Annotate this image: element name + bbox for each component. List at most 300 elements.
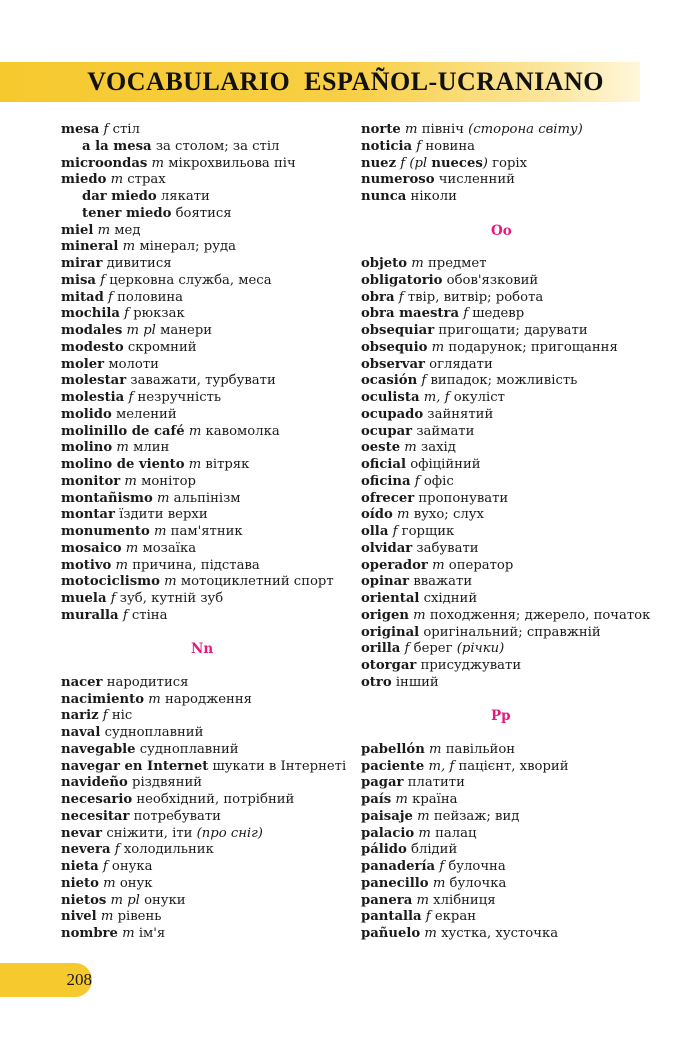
translation: мотоциклетний спорт (180, 574, 334, 590)
headword: nevar (61, 825, 103, 841)
translation: подарунок; пригощання (448, 339, 618, 355)
dictionary-entry (61, 239, 351, 256)
grammar-label: f (103, 122, 109, 137)
translation: ім'я (138, 926, 166, 941)
translation: вітряк (205, 457, 250, 472)
dictionary-entry (361, 524, 661, 541)
dictionary-entry (361, 156, 661, 173)
headword: opinar (361, 574, 410, 590)
grammar-label: m (428, 741, 442, 757)
dictionary-entry (361, 273, 661, 290)
grammar-label: m (116, 440, 129, 456)
dictionary-entry (361, 172, 661, 189)
dictionary-entry (61, 474, 351, 491)
translation: судноплавний (104, 725, 204, 740)
page-title: VOCABULARIO ESPAÑOL-UCRANIANO (87, 67, 604, 96)
headword: navideño (61, 775, 128, 791)
translation: пейзаж; вид (433, 808, 520, 824)
headword: oculista (361, 390, 420, 405)
headword: olla (361, 524, 389, 539)
translation: стіл (112, 122, 140, 137)
translation: боятися (175, 205, 232, 221)
translation: скромний (127, 339, 197, 355)
headword: necesitar (61, 808, 130, 824)
translation: пацієнт, хворий (458, 758, 569, 774)
headword: monumento (61, 524, 150, 539)
translation: східний (423, 591, 478, 606)
grammar-label: f (108, 289, 113, 305)
headword: paisaje (361, 808, 413, 824)
dictionary-entry (61, 507, 351, 524)
spacer (361, 692, 661, 709)
dictionary-entry (61, 223, 351, 240)
grammar-label: m (417, 808, 430, 824)
headword: oficina (361, 473, 411, 489)
dictionary-entry (361, 457, 661, 474)
translation: пам'ятник (170, 524, 243, 539)
dictionary-entry (61, 323, 351, 340)
grammar-label: m (153, 524, 167, 539)
translation: альпінізм (173, 490, 241, 506)
dictionary-entry (61, 407, 351, 424)
dictionary-entry (61, 156, 351, 173)
grammar-label: m (416, 892, 429, 908)
headword: nevera (61, 842, 111, 858)
translation: обов'язковий (446, 272, 539, 288)
headword: obsequio (361, 339, 428, 355)
dictionary-entry (61, 775, 351, 792)
dictionary-entry (61, 172, 351, 189)
headword: muela (61, 591, 107, 606)
translation: хлібниця (433, 892, 496, 908)
translation: вухо; слух (413, 507, 484, 523)
dictionary-entry (361, 893, 661, 910)
dictionary-entry (361, 759, 661, 776)
translation: булочна (448, 859, 506, 874)
grammar-label: m (397, 507, 410, 523)
grammar-label: m (395, 792, 408, 807)
grammar-label: f (398, 289, 404, 305)
dictionary-entry (361, 491, 661, 508)
dictionary-entry (61, 759, 351, 776)
dictionary-entry (61, 591, 351, 608)
headword: montar (61, 507, 115, 523)
section-letter-heading: Oo (491, 222, 512, 239)
headword: nunca (361, 189, 407, 204)
dictionary-entry (61, 926, 351, 943)
grammar-label: f (421, 373, 427, 389)
headword: monitor (61, 473, 121, 489)
translation: стіна (131, 607, 168, 623)
headword: mitad (61, 289, 104, 305)
dictionary-entry (361, 876, 661, 893)
grammar-label: m (424, 926, 437, 941)
translation: вважати (413, 574, 473, 590)
dictionary-entry (361, 574, 661, 591)
right-column (361, 122, 661, 943)
grammar-label: f (392, 524, 398, 539)
headword: noticia (361, 138, 413, 154)
dictionary-entry (61, 859, 351, 876)
headword: naval (61, 725, 101, 740)
headword: mesa (61, 122, 100, 137)
grammar-label: f (102, 708, 108, 724)
headword: paciente (361, 758, 425, 774)
translation: кавомолка (205, 423, 280, 439)
dictionary-entry (361, 507, 661, 524)
dictionary-entry (61, 290, 351, 307)
headword: obra maestra (361, 306, 459, 322)
headword: panadería (361, 859, 436, 874)
dictionary-entry (61, 390, 351, 407)
dictionary-entry (361, 742, 661, 759)
headword: norte (361, 122, 401, 137)
dictionary-entry (361, 323, 661, 340)
translation: павільйон (445, 741, 516, 757)
translation: булочка (449, 875, 507, 891)
headword: olvidar (361, 540, 413, 556)
grammar-label: m (100, 909, 114, 925)
headword: nieto (61, 875, 99, 891)
spacer (361, 206, 661, 223)
grammar-label: m pl (110, 892, 140, 908)
dictionary-entry (361, 792, 661, 809)
spacer (61, 625, 351, 642)
translation: екран (434, 909, 476, 925)
translation: народитися (106, 674, 189, 690)
dictionary-entry (361, 826, 661, 843)
dictionary-entry (61, 893, 351, 910)
grammar-label: f (128, 390, 134, 405)
headword: misa (61, 272, 96, 288)
headword: oficial (361, 457, 406, 472)
translation: предмет (428, 256, 487, 271)
translation: лякати (160, 189, 210, 204)
translation: необхідний, потрібний (136, 792, 295, 807)
dictionary-entry (361, 373, 661, 390)
dictionary-entry (61, 273, 351, 290)
headword: miel (61, 222, 94, 238)
translation: ніс (111, 708, 133, 724)
grammar-label: m (164, 574, 177, 590)
grammar-label: m (411, 256, 424, 271)
grammar-label: m (148, 691, 161, 707)
headword: ocupar (361, 423, 413, 439)
translation: причина, підстава (132, 557, 260, 573)
translation: млин (133, 440, 170, 456)
translation: офіс (423, 473, 454, 489)
headword: nariz (61, 708, 99, 724)
spacer (61, 658, 351, 675)
translation: онуки (144, 892, 186, 908)
translation: країна (412, 792, 458, 807)
headword: oeste (361, 440, 401, 456)
headword: nivel (61, 909, 97, 925)
translation: пропонувати (418, 490, 509, 506)
headword: objeto (361, 256, 408, 271)
dictionary-entry (361, 591, 661, 608)
translation: оригінальний; справжній (423, 624, 601, 640)
headword: molino de viento (61, 457, 185, 472)
dictionary-entry (361, 440, 661, 457)
dictionary-entry (361, 357, 661, 374)
dictionary-entry (61, 574, 351, 591)
dictionary-entry (61, 675, 351, 692)
dictionary-entry (61, 457, 351, 474)
translation: забувати (416, 540, 479, 556)
translation: мозаїка (142, 540, 197, 556)
translation-note: (сторона світу) (468, 122, 583, 137)
dictionary-entry (61, 909, 351, 926)
headword: oído (361, 507, 393, 523)
headword-plural: nueces (431, 155, 483, 171)
spacer (361, 239, 661, 256)
dictionary-entry (361, 775, 661, 792)
headword: motociclismo (61, 574, 160, 590)
grammar-label: f (414, 473, 420, 489)
translation: сніжити, іти (106, 825, 193, 841)
translation-note: (річки) (456, 641, 505, 657)
headword: país (361, 792, 392, 807)
headword: molido (61, 406, 112, 422)
dictionary-entry (361, 842, 661, 859)
grammar-label: m, f (428, 758, 455, 774)
translation: ніколи (410, 189, 457, 204)
headword: microondas (61, 155, 148, 171)
headword: moler (61, 356, 105, 372)
headword: motivo (61, 557, 112, 573)
translation: пригощати; дарувати (438, 323, 588, 338)
dictionary-entry (61, 373, 351, 390)
dictionary-entry (61, 558, 351, 575)
translation: горщик (401, 524, 455, 539)
translation: випадок; можливість (430, 373, 578, 389)
translation: берег (413, 641, 453, 657)
translation: мінерал; руда (139, 239, 236, 255)
dictionary-entry (61, 541, 351, 558)
translation: займати (416, 423, 475, 439)
grammar-label: m (103, 875, 116, 891)
dictionary-entry (61, 524, 351, 541)
grammar-label: m pl (126, 323, 156, 338)
dictionary-entry (61, 876, 351, 893)
headword: necesario (61, 792, 133, 807)
grammar-label: m (151, 155, 165, 171)
translation: молоти (108, 356, 159, 372)
headword: dar miedo (82, 189, 157, 204)
dictionary-entry (361, 189, 661, 206)
left-column (61, 122, 351, 943)
dictionary-entry (361, 658, 661, 675)
headword: obra (361, 289, 395, 305)
headword: panecillo (361, 875, 429, 891)
headword: nietos (61, 892, 107, 908)
translation: онук (119, 875, 153, 891)
translation: численний (438, 172, 515, 188)
grammar-label: m (115, 557, 129, 573)
headword: molestia (61, 390, 125, 405)
dictionary-entry (361, 675, 661, 692)
headword: modales (61, 323, 123, 338)
translation: холодильник (123, 842, 214, 858)
grammar-label: f (463, 306, 469, 322)
dictionary-entry (361, 407, 661, 424)
dictionary-entry (361, 909, 661, 926)
dictionary-subentry (61, 206, 351, 223)
translation: церковна служба, меса (109, 272, 272, 288)
dictionary-entry (361, 290, 661, 307)
translation-note: (про сніг) (196, 825, 263, 841)
grammar-label: f (100, 272, 106, 288)
dictionary-entry (61, 424, 351, 441)
translation: інший (395, 674, 439, 690)
translation: їздити верхи (119, 507, 208, 523)
grammar-label: m (413, 607, 426, 623)
title-banner (0, 62, 640, 102)
translation: хустка, хусточка (441, 926, 559, 941)
translation: мед (114, 222, 141, 238)
headword: a la mesa (82, 138, 152, 154)
grammar-label: f (439, 859, 445, 874)
dictionary-entry (361, 340, 661, 357)
grammar-label: ) (482, 155, 488, 171)
dictionary-entry (61, 826, 351, 843)
translation: монітор (141, 473, 196, 489)
headword: navegar en Internet (61, 758, 209, 774)
dictionary-entry (361, 474, 661, 491)
grammar-label: m (432, 557, 445, 573)
headword: observar (361, 356, 425, 372)
translation: половина (117, 289, 184, 305)
dictionary-entry (61, 608, 351, 625)
headword: nuez (361, 155, 397, 171)
headword: navegable (61, 741, 136, 757)
grammar-label: m (122, 926, 135, 941)
headword: mirar (61, 256, 103, 271)
translation: новина (425, 138, 475, 154)
dictionary-entry (61, 809, 351, 826)
dictionary-subentry (61, 139, 351, 156)
headword: montañismo (61, 490, 153, 506)
dictionary-entry (61, 842, 351, 859)
grammar-label: m (418, 825, 431, 841)
grammar-label: f (425, 909, 431, 925)
headword: otorgar (361, 658, 417, 673)
grammar-label: f (122, 607, 128, 623)
dictionary-entry (61, 725, 351, 742)
dictionary-entry (61, 122, 351, 139)
headword: nieta (61, 859, 99, 874)
translation: окуліст (453, 390, 505, 405)
dictionary-entry (61, 256, 351, 273)
grammar-label: f (404, 641, 410, 657)
translation: манери (160, 323, 213, 338)
headword: molinillo de café (61, 423, 185, 439)
headword: mochila (61, 306, 120, 322)
grammar-label: f (110, 591, 116, 606)
translation: оглядати (429, 356, 493, 372)
dictionary-entry (361, 424, 661, 441)
headword: pantalla (361, 909, 422, 925)
translation: шедевр (472, 306, 525, 322)
headword: miedo (61, 172, 107, 188)
translation: зайнятий (427, 406, 494, 422)
grammar-label: m (125, 540, 139, 556)
grammar-label: m (431, 339, 445, 355)
headword: pagar (361, 775, 404, 791)
dictionary-entry (361, 256, 661, 273)
grammar-label: m (124, 473, 137, 489)
translation: мікрохвильова піч (168, 155, 296, 171)
headword: original (361, 624, 420, 640)
grammar-label: m (110, 172, 124, 188)
dictionary-entry (361, 641, 661, 658)
headword: palacio (361, 825, 415, 841)
translation: потребувати (133, 808, 221, 824)
dictionary-entry (61, 491, 351, 508)
translation: судноплавний (139, 741, 239, 757)
grammar-label: m (404, 440, 417, 456)
translation: платити (407, 775, 465, 791)
dictionary-entry (361, 625, 661, 642)
headword: ofrecer (361, 490, 415, 506)
headword: molestar (61, 373, 127, 389)
dictionary-entry (361, 306, 661, 323)
translation: офіційний (410, 457, 481, 472)
grammar-label: m (188, 457, 202, 472)
headword: pañuelo (361, 926, 421, 941)
headword: obsequiar (361, 323, 435, 338)
translation: оператор (448, 557, 514, 573)
translation: народження (164, 691, 252, 707)
headword: tener miedo (82, 205, 172, 221)
headword: otro (361, 674, 392, 690)
dictionary-entry (61, 340, 351, 357)
grammar-label: f (102, 859, 108, 874)
dictionary-entry (61, 440, 351, 457)
headword: oriental (361, 591, 420, 606)
dictionary-entry (361, 809, 661, 826)
grammar-label: m (432, 875, 446, 891)
translation: північ (421, 122, 464, 137)
headword: operador (361, 557, 428, 573)
grammar-label: m, f (423, 390, 450, 405)
headword: pabellón (361, 741, 425, 757)
dictionary-entry (361, 859, 661, 876)
dictionary-subentry (61, 189, 351, 206)
translation: заважати, турбувати (130, 373, 276, 389)
grammar-label: m (122, 239, 136, 255)
translation: шукати в Інтернеті (212, 758, 347, 774)
translation: захід (421, 440, 456, 456)
grammar-label: m (97, 222, 111, 238)
translation: горіх (492, 155, 528, 171)
headword: mosaico (61, 540, 122, 556)
dictionary-entry (361, 390, 661, 407)
translation: рюкзак (133, 306, 185, 322)
spacer (361, 725, 661, 742)
translation: палац (435, 825, 477, 841)
translation: зуб, кутній зуб (119, 591, 224, 606)
headword: molino (61, 440, 113, 456)
grammar-label: f (114, 842, 120, 858)
grammar-label: f (124, 306, 130, 322)
headword: panera (361, 892, 413, 908)
headword: mineral (61, 239, 119, 255)
grammar-label: f (416, 138, 422, 154)
headword: nacimiento (61, 691, 145, 707)
dictionary-entry (361, 926, 661, 943)
